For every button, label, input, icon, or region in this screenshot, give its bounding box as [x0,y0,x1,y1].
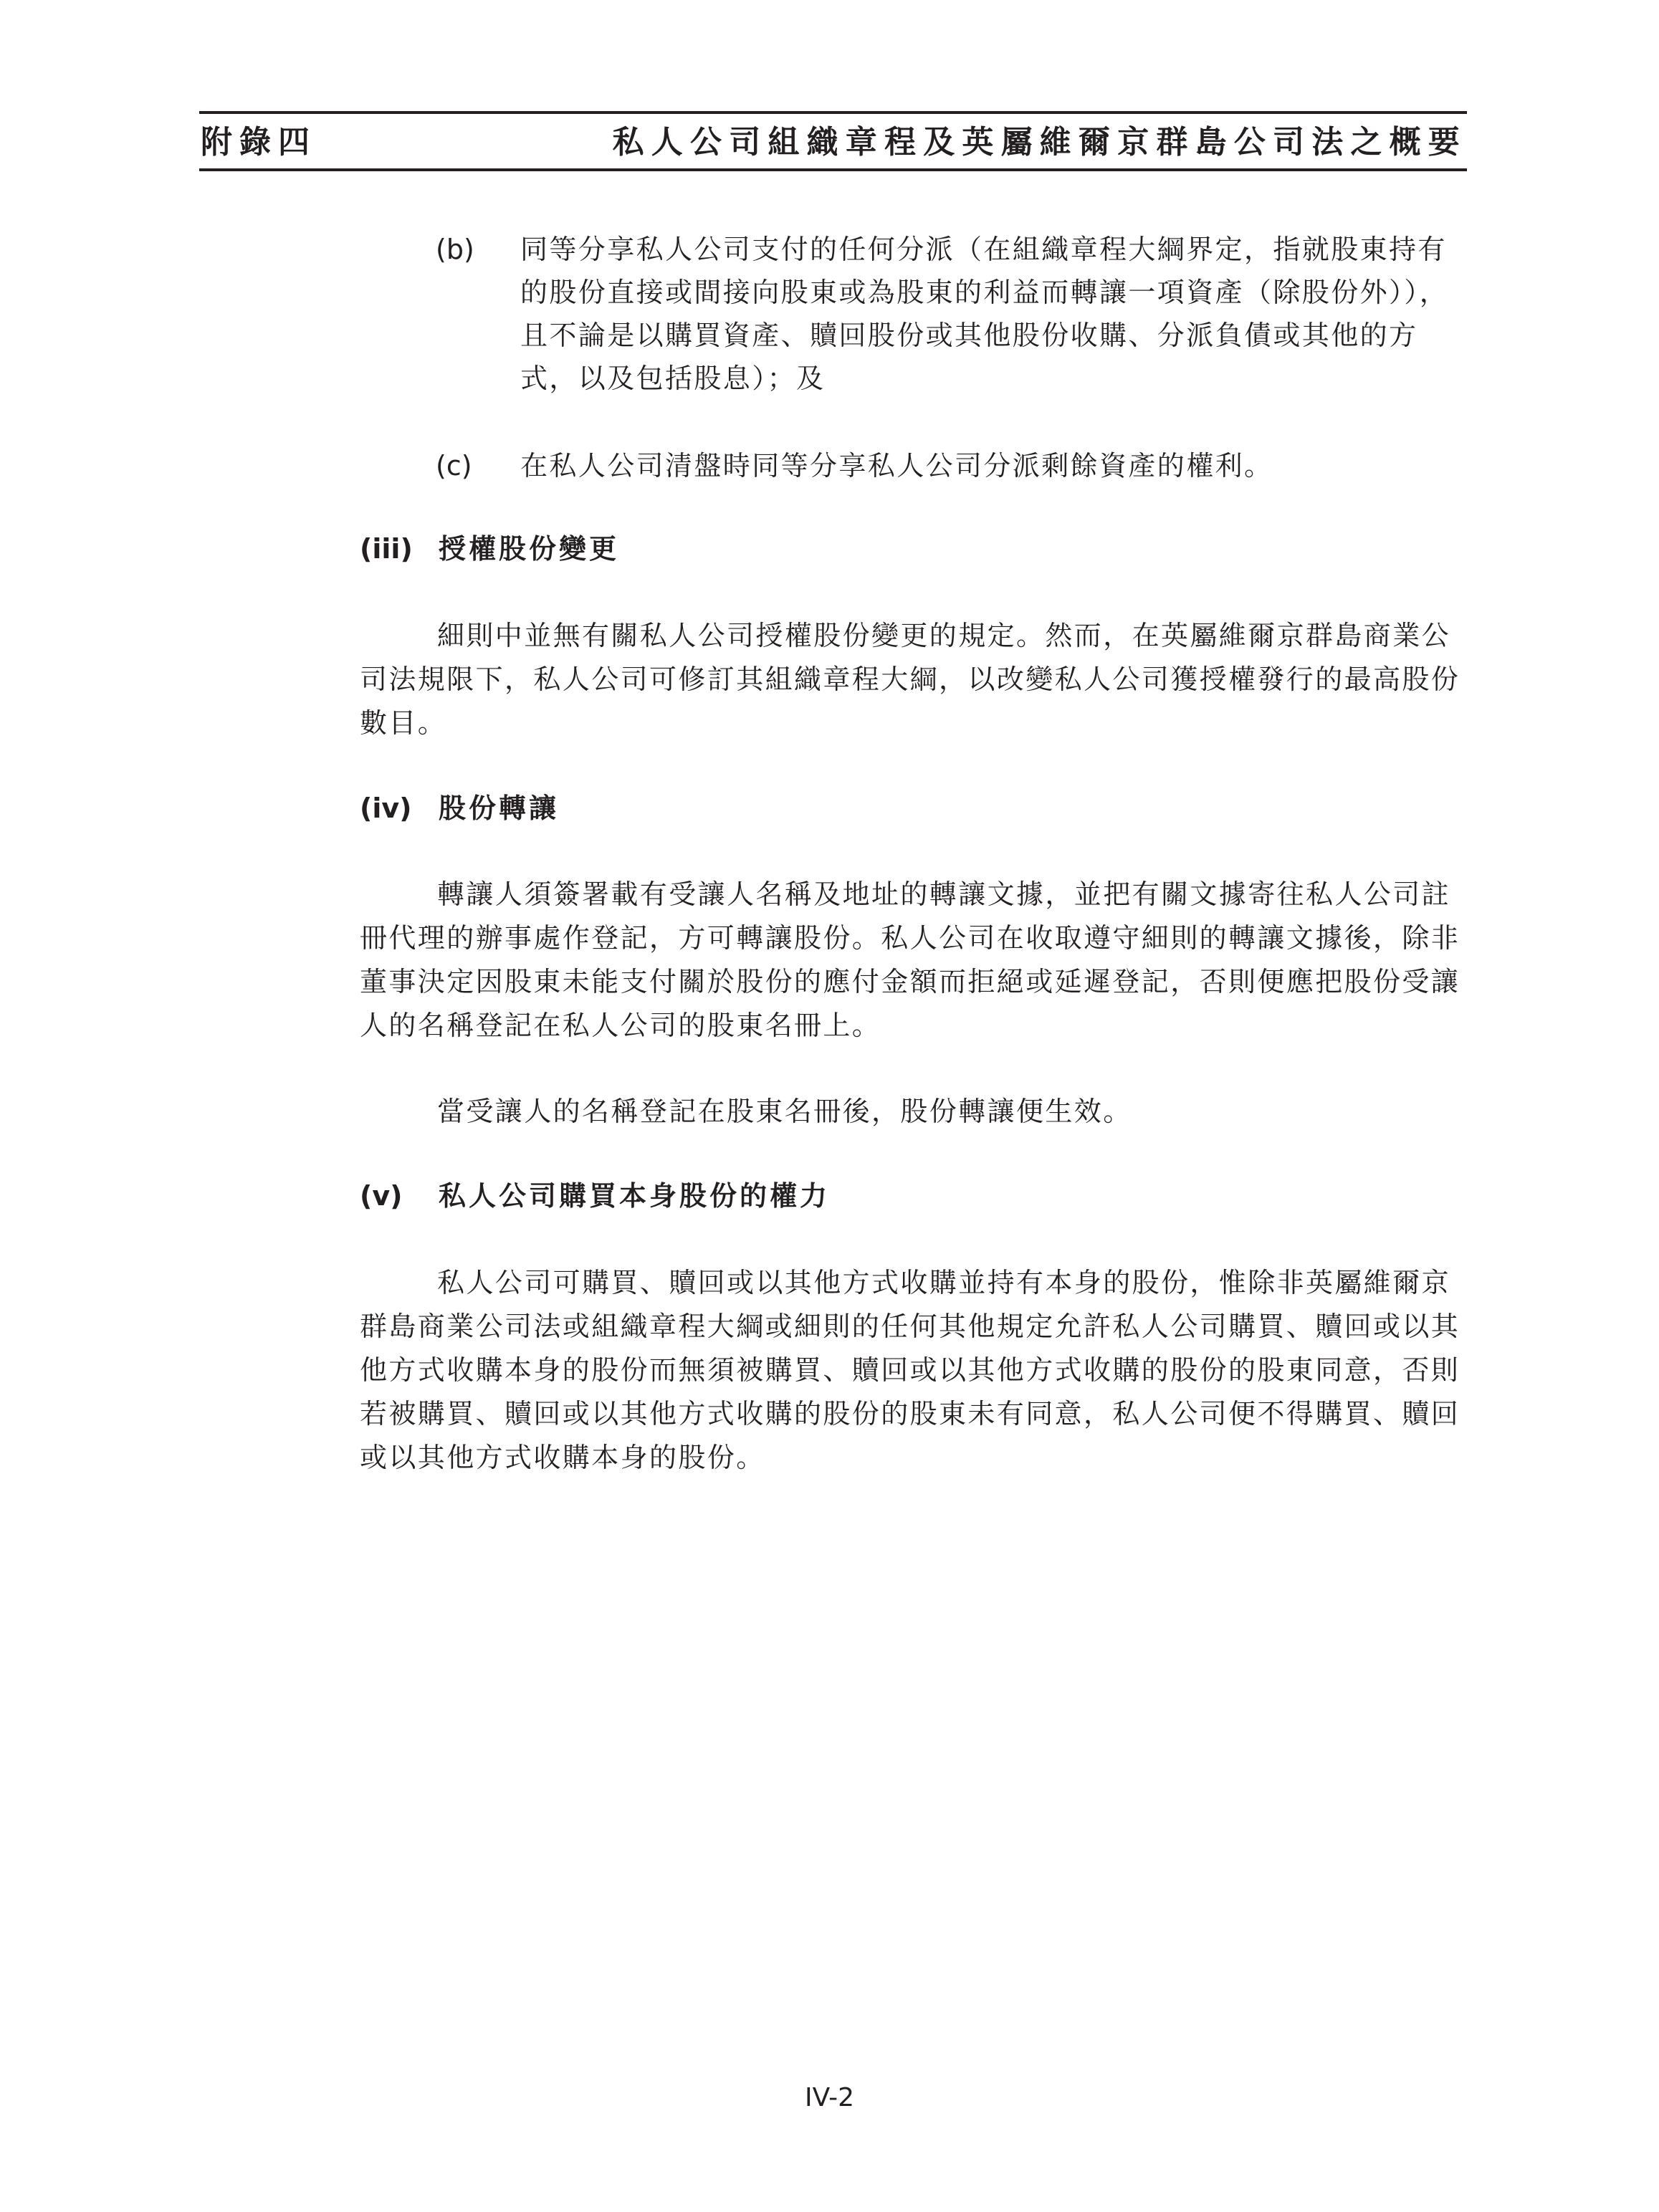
page-header [199,111,1467,171]
section-number: (iv) [360,793,412,824]
page-number: IV-2 [804,2083,855,2112]
section-title: 授權股份變更 [439,533,620,565]
document-title: 私人公司組織章程及英屬維爾京群島公司法之概要 [612,124,1467,161]
appendix-label: 附錄四 [201,124,317,161]
section-heading-iii [360,531,619,567]
item-marker-b: (b) [436,234,474,265]
section-title: 股份轉讓 [439,793,560,824]
paragraph-authorized-shares: 細則中並無有關私人公司授權股份變更的規定。然而，在英屬維爾京群島商業公司法規限下，私人公司可修訂其組織章程大綱，以改變私人公司獲授權發行的最高股份數目。 [360,620,1460,739]
section-heading-v [360,1178,830,1214]
item-text-b: 同等分享私人公司支付的任何分派（在組織章程大綱界定，指就股東持有的股份直接或間接向股東或為股東的利益而轉讓一項資產（除股份外）），且不論是以購買資產、贖回股份或其他股份收購、分派負債或其他的方式，以及包括股息）；及 [520,234,1449,394]
section-number: (iii) [360,533,413,565]
paragraph-share-repurchase: 私人公司可購買、贖回或以其他方式收購並持有本身的股份，惟除非英屬維爾京群島商業公司法或組織章程大綱或細則的任何其他規定允許私人公司購買、贖回或以其他方式收購本身的股份而無須被購買、贖回或以其他方式收購的股份的股東同意，否則若被購買、贖回或以其他方式收購的股份的股東未有同意，私人公司便不得購買、贖回或以其他方式收購本身的股份。 [360,1267,1460,1473]
item-marker-c: (c) [436,450,472,482]
section-number: (v) [360,1180,403,1212]
item-text-c: 在私人公司清盤時同等分享私人公司分派剩餘資產的權利。 [520,450,1273,482]
paragraph-transfer-effective: 當受讓人的名稱登記在股東名冊後，股份轉讓便生效。 [437,1096,1132,1127]
section-heading-iv [360,790,559,826]
section-title: 私人公司購買本身股份的權力 [439,1180,831,1212]
paragraph-share-transfer: 轉讓人須簽署載有受讓人名稱及地址的轉讓文據，並把有關文據寄往私人公司註冊代理的辦事處作登記，方可轉讓股份。私人公司在收取遵守細則的轉讓文據後，除非董事決定因股東未能支付關於股份的應付金額而拒絕或延遲登記，否則便應把股份受讓人的名稱登記在私人公司的股東名冊上。 [360,878,1460,1041]
